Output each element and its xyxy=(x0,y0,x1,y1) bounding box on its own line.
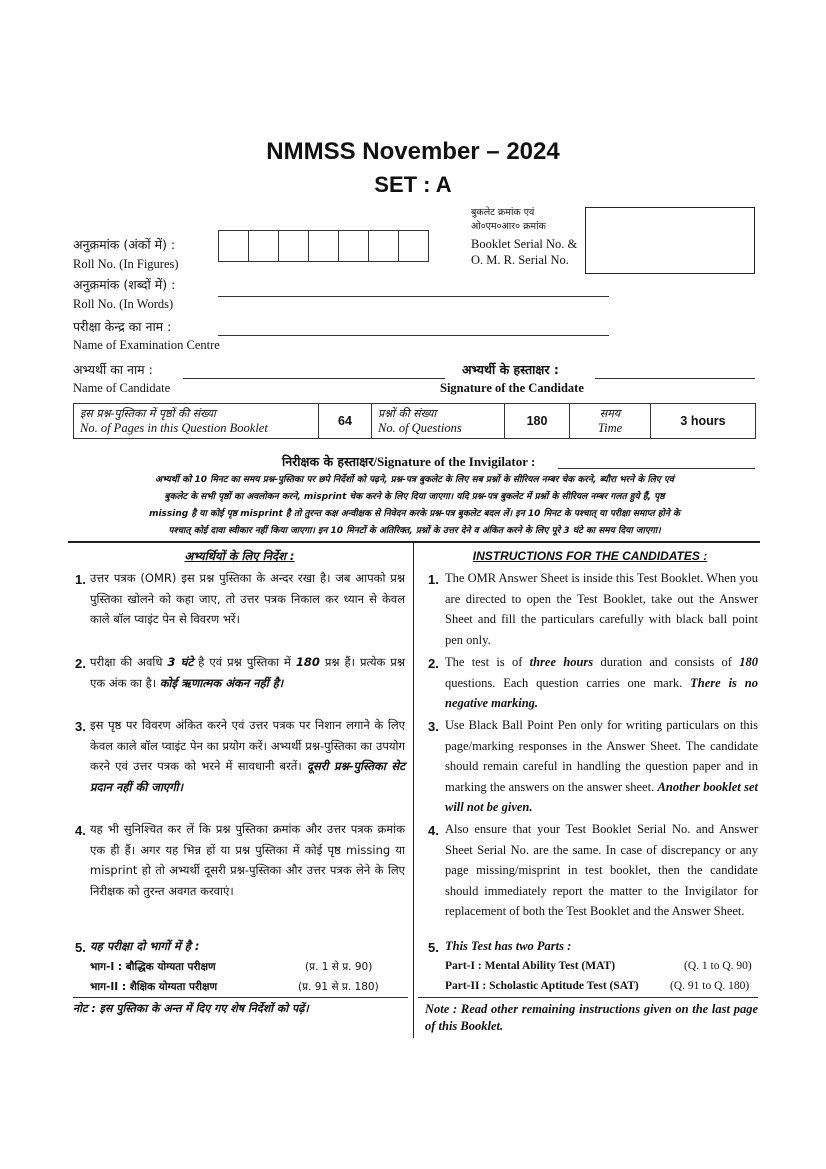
item-number: 3. xyxy=(75,719,86,734)
candidate-signature-line[interactable] xyxy=(595,378,755,379)
notice-line: अभ्यर्थी को 10 मिनट का समय प्रश्न-पुस्तिका पर छपे निर्देशों को पढ़ने, प्रश्न-पत्र बुकलेट के लिए सब प्रश्नों के सीरियल नम्बर चेक करने, ब्यौरा भरने के लिए एवं xyxy=(155,475,674,485)
hindi-instruction-1: उत्तर पत्रक (OMR) इस प्रश्न पुस्तिका के अन्दर रखा है। जब आपको प्रश्न पुस्तिका खोलने को कहा जाए, तो उत्तर पत्रक निकाल कर ध्यान से केवल काले बॉल प्वाइंट पेन से विवरण भरें। xyxy=(90,571,405,626)
item-number: 1. xyxy=(428,572,439,587)
pages-label-hindi: इस प्रश्न-पुस्तिका में पृष्ठों की संख्या xyxy=(80,407,216,420)
english-instruction-2: The test is of three hours duration and consists of 180 questions. Each question carries one mark. There is no negative marking. xyxy=(445,655,758,710)
english-note: Note : Read other remaining instructions given on the last page of this Booklet. xyxy=(425,1002,758,1033)
hindi-part-1: भाग-I : बौद्धिक योग्यता परीक्षण xyxy=(90,961,216,973)
english-instructions-heading: INSTRUCTIONS FOR THE CANDIDATES : xyxy=(472,549,708,563)
notice-line: missing है या कोई पृष्ठ misprint है तो तुरन्त कक्ष अन्वीक्षक से निवेदन करके प्रश्न-पत्र बुकलेट बदल लें। इन 10 मिनट के पश्चात् या परीक्षा समाप्त होने के xyxy=(149,509,680,519)
time-value: 3 hours xyxy=(680,413,726,428)
roll-digit-box[interactable] xyxy=(249,230,279,262)
english-part-1: Part-I : Mental Ability Test (MAT) xyxy=(445,960,616,972)
roll-figures-label: Roll No. (In Figures) xyxy=(73,257,179,271)
centre-label-hindi: परीक्षा केन्द्र का नाम : xyxy=(73,319,172,334)
roll-figures-label-hindi: अनुक्रमांक (अंकों में) : xyxy=(73,237,176,252)
hindi-instructions-heading: अभ्यर्थियों के लिए निर्देश : xyxy=(184,549,295,563)
english-part-2-range: (Q. 91 to Q. 180) xyxy=(670,980,750,992)
column-divider xyxy=(413,541,414,1038)
hindi-instruction-3: इस पृष्ठ पर विवरण अंकित करने एवं उत्तर पत्रक पर निशान लगाने के लिए केवल काले बॉल प्वाइंट पेन का प्रयोग करें। अभ्यर्थी प्रश्न-पुस्तिका का उपयोग करने एवं उत्तर पत्रक को भरने में सावधानी बरतें। दूसरी प्रश्न-पुस्तिका सेट प्रदान नहीं की जाएगी। xyxy=(90,718,405,794)
questions-value: 180 xyxy=(526,413,548,428)
pages-label: No. of Pages in this Question Booklet xyxy=(80,421,268,435)
serial-label-en-2: O. M. R. Serial No. xyxy=(471,253,569,267)
hindi-part-2-range: (प्र. 91 से प्र. 180) xyxy=(298,981,379,993)
time-label-hindi: समय xyxy=(599,407,621,420)
exam-title: NMMSS November – 2024 xyxy=(266,138,560,165)
time-notice xyxy=(73,472,756,540)
centre-line[interactable] xyxy=(218,335,609,336)
invigilator-label-hindi: निरीक्षक के हस्ताक्षर xyxy=(282,454,374,469)
set-label: SET : A xyxy=(374,172,452,197)
hindi-note-separator xyxy=(73,997,408,998)
notice-line: बुकलेट के सभी पृष्ठों का अवलोकन करने, misprint चेक करने के लिए दिया जाएगा। यदि प्रश्न-पत्र बुकलेट में प्रश्नों के सीरियल नम्बर गलत हुये हैं, पृष्ठ xyxy=(164,492,665,502)
item-number: 5. xyxy=(428,940,439,955)
roll-digit-box[interactable] xyxy=(309,230,339,262)
serial-label-en-1: Booklet Serial No. & xyxy=(471,237,578,251)
english-instruction-5: This Test has two Parts : xyxy=(445,939,572,953)
instructions-divider xyxy=(68,541,760,543)
roll-words-label: Roll No. (In Words) xyxy=(73,297,174,311)
item-number: 1. xyxy=(75,572,86,587)
candidate-name-line[interactable] xyxy=(183,378,445,379)
hindi-part-2: भाग-II : शैक्षिक योग्यता परीक्षण xyxy=(90,981,218,993)
item-number: 3. xyxy=(428,719,439,734)
invigilator-label-english: /Signature of the Invigilator : xyxy=(373,454,536,469)
hindi-part-1-range: (प्र. 1 से प्र. 90) xyxy=(305,961,373,973)
english-part-2: Part-II : Scholastic Aptitude Test (SAT) xyxy=(445,980,639,992)
roll-digit-box[interactable] xyxy=(399,230,429,262)
invigilator-label xyxy=(282,453,535,470)
centre-label: Name of Examination Centre xyxy=(73,338,220,352)
roll-words-line[interactable] xyxy=(218,296,609,297)
roll-number-boxes[interactable] xyxy=(218,230,429,260)
english-part-1-range: (Q. 1 to Q. 90) xyxy=(684,960,752,972)
booklet-info-table xyxy=(73,403,756,439)
candidate-label-hindi: अभ्यर्थी का नाम : xyxy=(73,362,153,377)
english-note-separator xyxy=(418,997,758,998)
roll-digit-box[interactable] xyxy=(279,230,309,262)
questions-label-hindi: प्रश्नों की संख्या xyxy=(378,407,437,420)
questions-label: No. of Questions xyxy=(378,421,462,435)
pages-value: 64 xyxy=(338,413,352,428)
roll-digit-box[interactable] xyxy=(369,230,399,262)
signature-label: Signature of the Candidate xyxy=(440,381,584,395)
notice-line: पश्चात् कोई दावा स्वीकार नहीं किया जाएगा। इन 10 मिनटों के अतिरिक्त, प्रश्नों के उत्तर देने व अंकित करने के लिए पूरे 3 घंटे का समय दिया जाएगा। xyxy=(168,526,661,536)
item-number: 2. xyxy=(75,656,86,671)
roll-digit-box[interactable] xyxy=(339,230,369,262)
item-number: 4. xyxy=(428,823,439,838)
hindi-note: नोट : इस पुस्तिका के अन्त में दिए गए शेष निर्देशों को पढ़ें। xyxy=(73,1002,309,1015)
time-label: Time xyxy=(597,421,623,435)
english-instruction-3: Use Black Ball Point Pen only for writing particulars on this page/marking responses in the Answer Sheet. The candidate should remain careful in handling the question paper and in marking the answers on the answer sheet. Another booklet set will not be given. xyxy=(445,718,758,814)
hindi-instruction-4: यह भी सुनिश्चित कर लें कि प्रश्न पुस्तिका क्रमांक और उत्तर पत्रक क्रमांक एक ही हैं। अगर यह भिन्न हों या प्रश्न पुस्तिका में कोई पृष्ठ missing या misprint हो तो अभ्यर्थी दूसरी प्रश्न-पुस्तिका और उत्तर पत्रक लेने के लिए निरीक्षक को तुरन्त अवगत करवाएं। xyxy=(90,822,405,898)
english-instruction-4: Also ensure that your Test Booklet Serial No. and Answer Sheet Serial No. are the same. In case of discrepancy or any page missing/misprint in test booklet, then the candidate should immediately report the matter to the Invigilator for replacement of both the Test Booklet and the Answer Sheet. xyxy=(445,822,758,918)
roll-words-label-hindi: अनुक्रमांक (शब्दों में) : xyxy=(73,277,176,292)
english-instruction-1: The OMR Answer Sheet is inside this Test Booklet. When you are directed to open the Test Booklet, take out the Answer Sheet and fill the particulars carefully with black ball point pen only. xyxy=(445,571,758,647)
hindi-instruction-5: यह परीक्षा दो भागों में है : xyxy=(90,939,200,953)
candidate-label: Name of Candidate xyxy=(73,381,171,395)
roll-digit-box[interactable] xyxy=(218,230,249,262)
invigilator-signature-line[interactable] xyxy=(558,468,755,469)
serial-label-hindi: बुकलेट क्रमांक एवं ओ०एम०आर० क्रमांक xyxy=(471,207,546,232)
serial-number-box[interactable] xyxy=(585,207,755,274)
item-number: 5. xyxy=(75,940,86,955)
signature-label-hindi: अभ्यर्थी के हस्ताक्षर : xyxy=(462,362,559,377)
item-number: 4. xyxy=(75,823,86,838)
item-number: 2. xyxy=(428,656,439,671)
hindi-instruction-2: परीक्षा की अवधि 3 घंटे है एवं प्रश्न पुस्तिका में 180 प्रश्न हैं। प्रत्येक प्रश्न एक अंक का है। कोई ऋणात्मक अंकन नहीं है। xyxy=(90,655,405,690)
